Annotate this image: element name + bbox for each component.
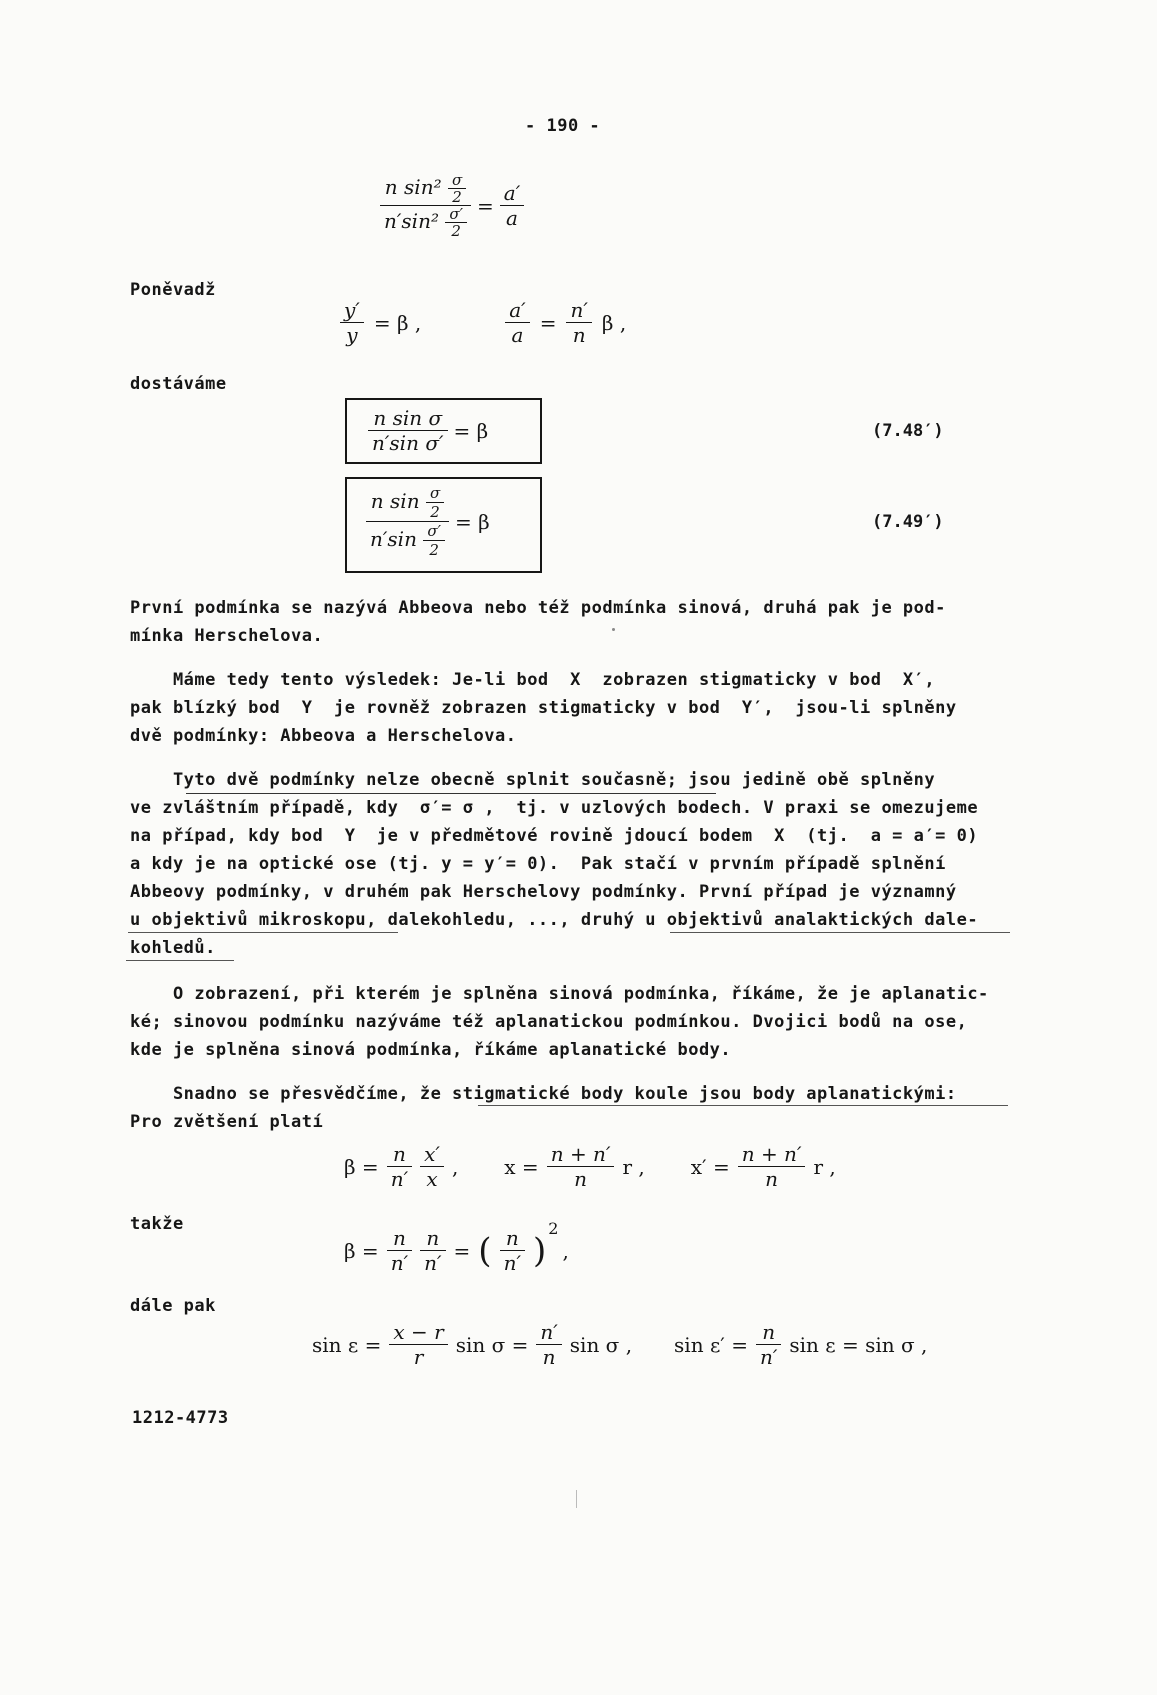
formula-sine-condition: $\frac{\text{n sin σ}}{\text{n′sin σ′}}$ = β — [368, 406, 488, 455]
paragraph-3-line-2: ve zvláštním případě, kdy σ′= σ , tj. v uzlových bodech. V praxi se omezujeme — [130, 798, 979, 818]
equation-number-7-48: (7.48′) — [872, 421, 944, 441]
pencil-underline — [126, 960, 234, 961]
paragraph-4-line-2: ké; sinovou podmínku nazýváme též aplanatickou podmínkou. Dvojici bodů na ose, — [130, 1012, 968, 1032]
paragraph-3-line-5: Abbeovy podmínky, v druhém pak Herschelovy podmínky. První případ je významný — [130, 882, 957, 902]
paragraph-1-line-2: mínka Herschelova. — [130, 626, 324, 646]
stray-mark — [576, 1490, 577, 1508]
paragraph-3-line-1: Tyto dvě podmínky nelze obecně splnit současně; jsou jedině obě splněny — [130, 770, 936, 790]
pencil-underline — [128, 932, 398, 933]
paragraph-2-line-1: Máme tedy tento výsledek: Je-li bod X zobrazen stigmaticky v bod X′, — [130, 670, 936, 690]
paragraph-3-line-6: u objektivů mikroskopu, dalekohledu, ..., druhý u objektivů analaktických dale- — [130, 910, 979, 930]
formula-beta-squared: β = $\frac{n}{n'}$ $\frac{n}{n'}$ = ( $\frac{n}{n'}$ ) 2 , — [344, 1219, 569, 1275]
label-dale-pak: dále pak — [130, 1296, 216, 1316]
paragraph-4-line-1: O zobrazení, při kterém je splněna sinová podmínka, říkáme, že je aplanatic- — [130, 984, 989, 1004]
pencil-underline — [670, 932, 1010, 933]
paragraph-5-line-2: Pro zvětšení platí — [130, 1112, 324, 1132]
footer-code: 1212-4773 — [132, 1408, 229, 1428]
formula-beta-relations: $\frac{y'}{y}$ = β , $\frac{a'}{a}$ = $\frac{n'}{n}$ β , — [340, 298, 626, 347]
paragraph-5-line-1: Snadno se přesvědčíme, že stigmatické body koule jsou body aplanatickými: — [130, 1084, 957, 1104]
stray-mark — [612, 628, 615, 631]
equation-number-7-49: (7.49′) — [872, 512, 944, 532]
pencil-underline — [478, 1105, 1008, 1106]
paragraph-3-line-4: a kdy je na optické ose (tj. y = y′= 0). Pak stačí v prvním případě splnění — [130, 854, 946, 874]
formula-herschel-condition: n sin $\frac{\sigma}{2}$ n′sin $\frac{\sigma'}{2}$ = β — [366, 484, 490, 559]
page-number: - 190 - — [525, 116, 601, 136]
formula-sine-epsilon: sin ε = $\frac{x - r}{r}$ sin σ = $\frac{n'}{n}$ sin σ , sin ε′ = $\frac{n}{n'}$ sin ε = sin σ , — [312, 1320, 928, 1369]
paragraph-2-line-3: dvě podmínky: Abbeova a Herschelova. — [130, 726, 517, 746]
paragraph-3-line-7: kohledů. — [130, 938, 216, 958]
label-dostavame: dostáváme — [130, 374, 227, 394]
label-takze: takže — [130, 1214, 184, 1234]
formula-sin-squared-ratio: n sin² $\frac{\sigma}{2}$ n′sin² $\frac{\sigma'}{2}$ = $\frac{a'}{a}$ — [380, 172, 524, 239]
label-ponevadz: Poněvadž — [130, 280, 216, 300]
paragraph-1-line-1: První podmínka se nazývá Abbeova nebo též podmínka sinová, druhá pak je pod- — [130, 598, 946, 618]
paragraph-2-line-2: pak blízký bod Y je rovněž zobrazen stigmaticky v bod Y′, jsou-li splněny — [130, 698, 957, 718]
paragraph-3-line-3: na případ, kdy bod Y je v předmětové rovině jdoucí bodem X (tj. a = a′= 0) — [130, 826, 979, 846]
formula-magnification: β = $\frac{n}{n'}$ $\frac{x'}{x}$ , x = $\frac{n + n'}{n}$ r , x′ = $\frac{n + n'}{n}$ r , — [344, 1142, 836, 1191]
paragraph-4-line-3: kde je splněna sinová podmínka, říkáme aplanatické body. — [130, 1040, 732, 1060]
